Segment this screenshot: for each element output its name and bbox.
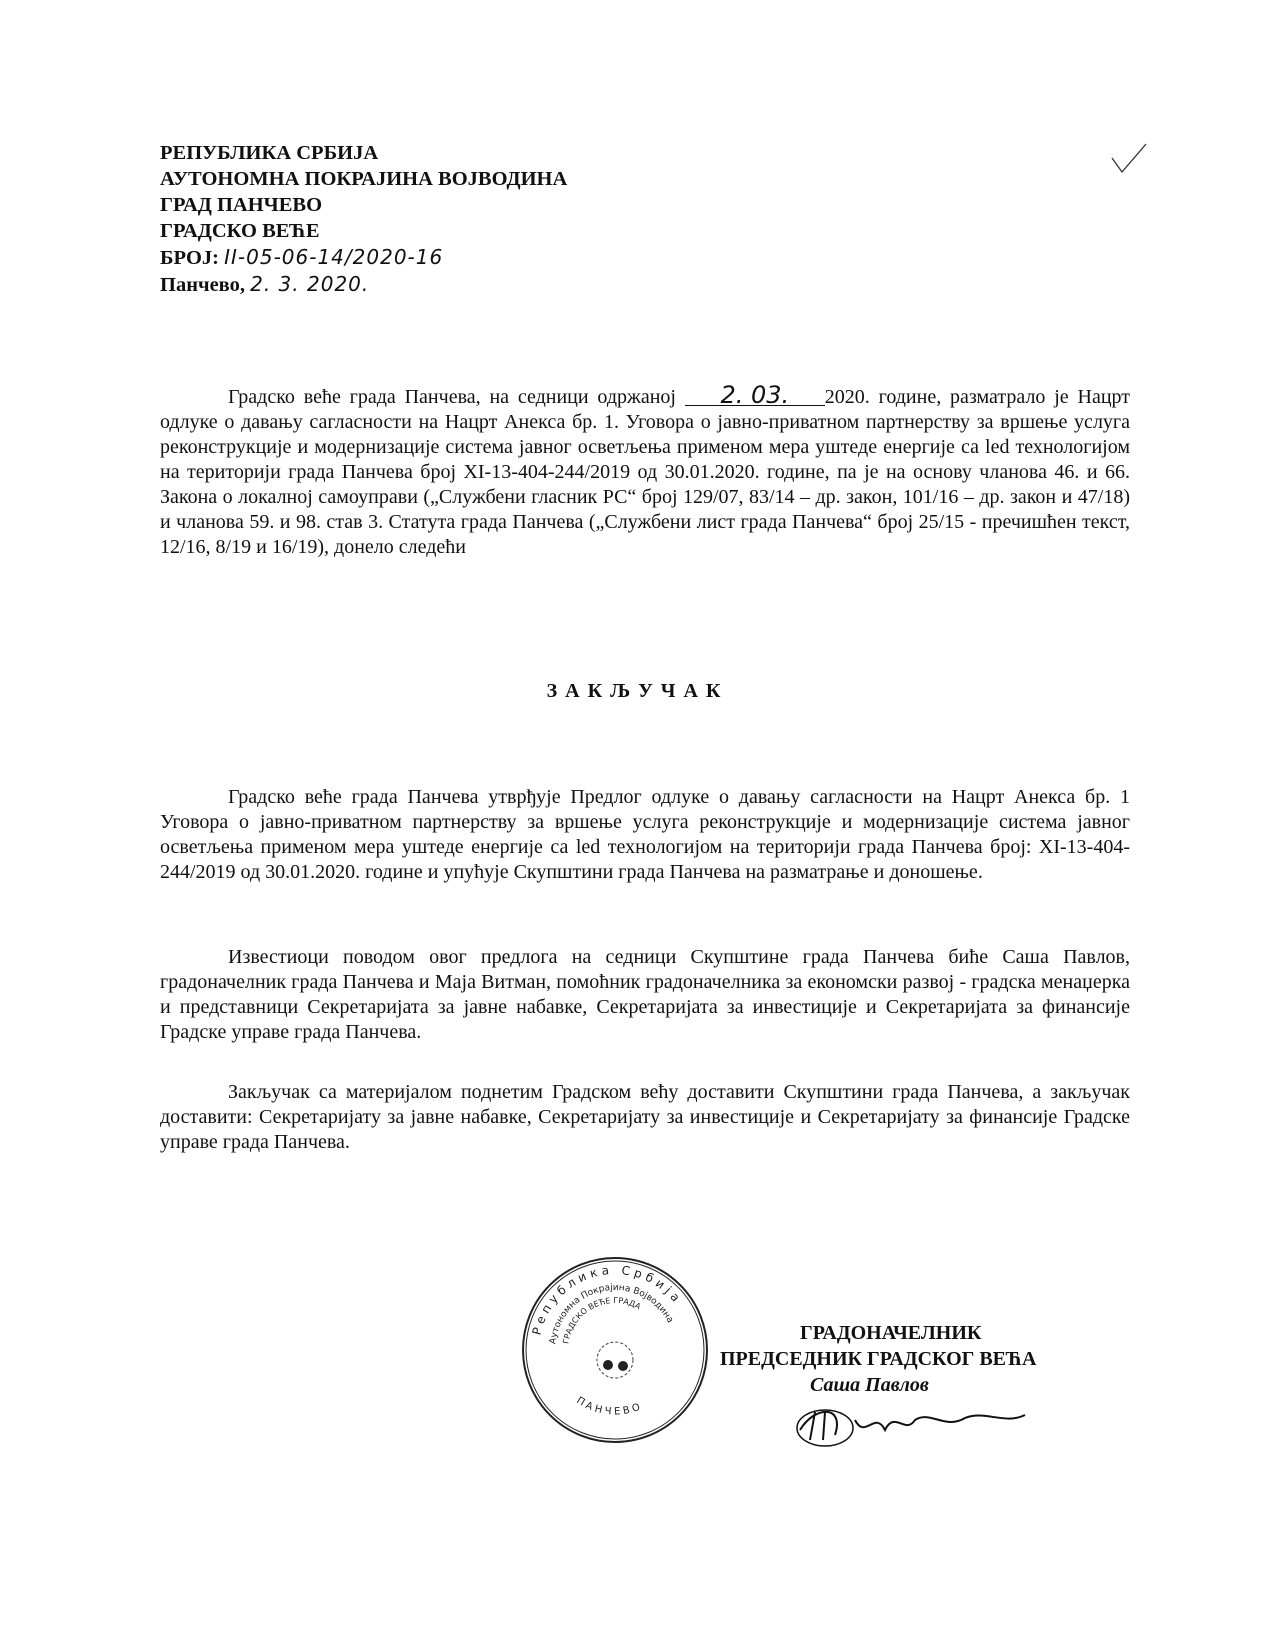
header-line: ГРАДСКО ВЕЋЕ [160, 220, 320, 242]
stamp-inner-text: ГРАДСКО ВЕЋЕ ГРАДА [561, 1295, 643, 1345]
header-line: АУТОНОМНА ПОКРАЈИНА ВОЈВОДИНА [160, 168, 568, 190]
intro-text-cont: 2020. године, разматрало је Нацрт одлуке о давању сагласности на Нацрт Анекса бр. 1. Уговора о јавно-приватном партнерству за вршење услуга реконструкције и модернизације система јавног осветљења применом мера уштеде енергије са led технологијом на територији града Панчева број XI-13-404-244/2019 од 30.01.2020. године, па је на основу чланова 46. и 66. Закона о локалној самоуправи („Службени гласник РС“ број 129/07, 83/14 – др. закон, 101/16 – др. закон и 47/18) и чланова 59. и 98. став 3. Статута града Панчева („Службени лист града Панчева“ број 25/15 - пречишћен текст, 12/16, 8/19 и 16/19), донело следећи [160, 386, 1130, 558]
body-paragraph [160, 945, 1130, 1045]
number-label: БРОЈ: [160, 247, 219, 269]
handwritten-signature [795, 1400, 1035, 1455]
intro-paragraph [160, 381, 1130, 560]
document-title: ЗАКЉУЧАК [546, 680, 729, 702]
signatory-title: ГРАДОНАЧЕЛНИК [800, 1322, 982, 1344]
header-line: РЕПУБЛИКА СРБИЈА [160, 142, 379, 164]
stamp-outer-text: Република Србија [529, 1262, 686, 1337]
date-value: 2. 3. 2020. [250, 272, 370, 296]
body-paragraph [160, 1080, 1130, 1155]
place-label: Панчево, [160, 274, 245, 296]
document-number [160, 244, 567, 271]
paragraph-text: Известиоци поводом овог предлога на седници Скупштине града Панчева биће Саша Павлов, градоначелник града Панчева и Маја Витман, помоћник градоначелника за економски развој - градска менаџерка и представници Секретаријата за јавне набавке, Секретаријата за инвестиције и Секретаријата за финансије Градске управе града Панчева. [160, 946, 1130, 1043]
session-date: 2. 03. [685, 385, 825, 406]
checkmark-icon [1110, 140, 1150, 185]
signature-block [720, 1320, 1036, 1398]
stamp-middle-text: Аутономна Покрајина Војводина [548, 1282, 675, 1345]
stamp-bottom-text: ПАНЧЕВО [574, 1395, 645, 1418]
header-line: ГРАД ПАНЧЕВО [160, 194, 323, 216]
intro-text: Градско веће града Панчева, на седници одржаној [228, 386, 676, 408]
paragraph-text: Градско веће града Панчева утврђује Предлог одлуке о давању сагласности на Нацрт Анекса бр. 1 Уговора о јавно-приватном партнерству за вршење услуга реконструкције и модернизације система јавног осветљења применом мера уштеде енергије са led технологијом на територији града Панчева број: XI-13-404-244/2019 од 30.01.2020. године и упућује Скупштини града Панчева на разматрање и доношење. [160, 786, 1130, 883]
signatory-name: Саша Павлов [810, 1374, 929, 1396]
document-date [160, 271, 567, 298]
body-paragraph [160, 785, 1130, 885]
document-header [160, 140, 567, 298]
paragraph-text: Закључак са материјалом поднетим Градском већу доставити Скупштини града Панчева, а закључак доставити: Секретаријату за јавне набавке, Секретаријату за инвестиције и Секретаријату за финансије Градске управе града Панчева. [160, 1081, 1130, 1153]
official-stamp [520, 1255, 710, 1450]
signatory-role: ПРЕДСЕДНИК ГРАДСКОГ ВЕЋА [720, 1348, 1037, 1370]
number-value: II-05-06-14/2020-16 [224, 245, 444, 269]
